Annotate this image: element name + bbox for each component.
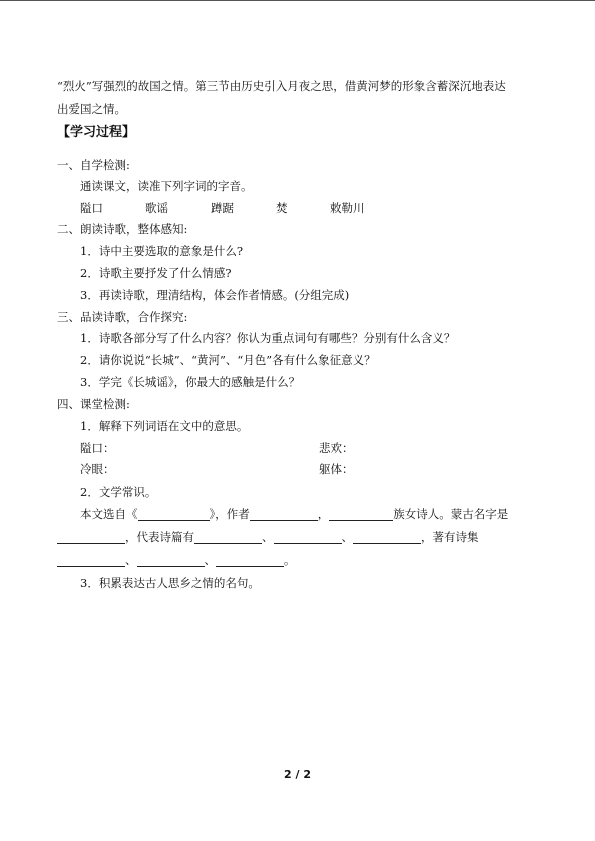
s3-question-2: 2．请你说说“长城”、“黄河”、“月色”各有什么象征意义？ xyxy=(80,353,376,367)
s3-question-1: 1．诗歌各部分写了什么内容？你认为重点词句有哪些？分别有什么含义？ xyxy=(80,331,456,345)
blank-mongol-name[interactable] xyxy=(57,531,125,544)
term-quti: 躯体： xyxy=(319,462,354,476)
s4-question-2: 2．文学常识。 xyxy=(80,485,157,499)
term-aikou: 隘口： xyxy=(80,441,115,455)
lit1-text-a: 本文选自《 xyxy=(80,507,138,521)
s2-question-1: 1．诗中主要选取的意象是什么? xyxy=(80,244,243,258)
section-heading: 【学习过程】 xyxy=(57,125,136,140)
s1-word-3: 蹲踞 xyxy=(211,201,234,215)
intro-line-1: “烈火”写强烈的故国之情。第三节由历史引入月夜之思，借黄河梦的形象含蓄深沉地表达 xyxy=(57,79,506,93)
s4-question-3: 3．积累表达古人思乡之情的名句。 xyxy=(80,576,260,590)
lit3-text-b: 、 xyxy=(204,553,216,567)
s4-title: 四、课堂检测: xyxy=(57,397,130,411)
s1-word-2: 歌谣 xyxy=(145,201,168,215)
lit2-text-c: 、 xyxy=(341,530,353,544)
lit1-text-d: 族女诗人。蒙古名字是 xyxy=(393,507,509,521)
s1-instruction: 通读课文，读准下列字词的字音。 xyxy=(80,179,253,193)
lit3-text-c: 。 xyxy=(284,553,296,567)
blank-poem-3[interactable] xyxy=(353,531,421,544)
lit-line-3 xyxy=(57,553,296,567)
lit3-text-a: 、 xyxy=(125,553,137,567)
s2-question-2: 2．诗歌主要抒发了什么情感? xyxy=(80,266,232,280)
lit2-text-a: ，代表诗篇有 xyxy=(125,530,194,544)
page-top-rule xyxy=(0,0,595,1)
intro-line-2: 出爱国之情。 xyxy=(57,102,126,116)
s1-title: 一、自学检测: xyxy=(57,158,130,172)
blank-ethnicity[interactable] xyxy=(329,508,393,521)
s2-question-3: 3．再读诗歌，理清结构，体会作者情感。(分组完成) xyxy=(80,288,350,302)
blank-author[interactable] xyxy=(250,508,318,521)
blank-source-work[interactable] xyxy=(138,508,210,521)
blank-poem-2[interactable] xyxy=(274,531,342,544)
lit1-text-c: ， xyxy=(317,507,330,521)
s3-question-3: 3．学完《长城谣》，你最大的感触是什么？ xyxy=(80,375,301,389)
term-lengyan: 冷眼： xyxy=(80,462,115,476)
lit-line-1 xyxy=(80,507,508,521)
s3-title: 三、品读诗歌，合作探究: xyxy=(57,310,188,324)
lit2-text-b: 、 xyxy=(262,530,274,544)
s1-word-5: 敕勒川 xyxy=(330,201,365,215)
blank-collection-3[interactable] xyxy=(216,554,284,567)
lit-line-2 xyxy=(57,530,479,544)
page-number: 2 / 2 xyxy=(284,768,311,781)
blank-poem-1[interactable] xyxy=(194,531,262,544)
term-beihuan: 悲欢： xyxy=(319,441,354,455)
s1-word-1: 隘口 xyxy=(80,201,103,215)
s1-word-4: 焚 xyxy=(276,201,288,215)
lit1-text-b: 》，作者 xyxy=(209,507,250,521)
blank-collection-1[interactable] xyxy=(57,554,125,567)
s2-title: 二、朗读诗歌，整体感知: xyxy=(57,222,188,236)
s4-question-1: 1．解释下列词语在文中的意思。 xyxy=(80,419,249,433)
lit2-text-d: ，著有诗集 xyxy=(421,530,479,544)
blank-collection-2[interactable] xyxy=(137,554,205,567)
